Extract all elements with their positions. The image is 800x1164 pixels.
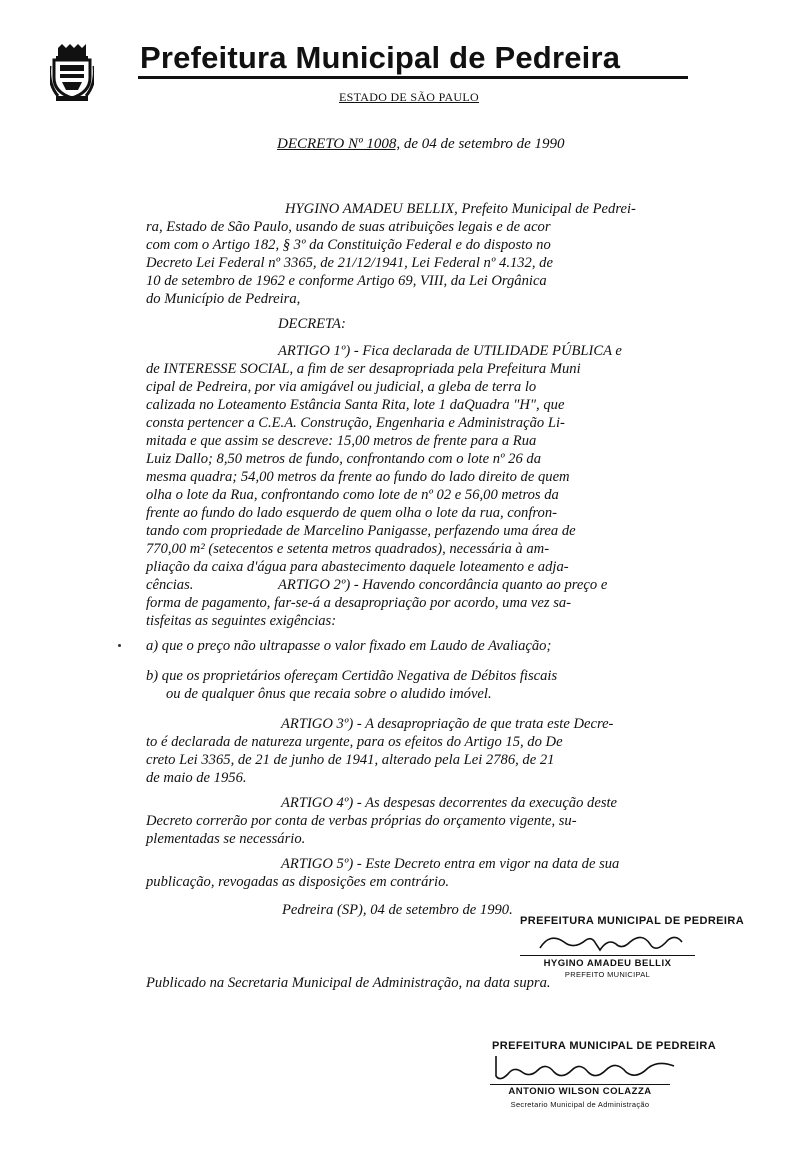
closing-date: Pedreira (SP), 04 de setembro de 1990. (282, 902, 513, 918)
article-1-line: 770,00 m² (setecentos e setenta metros quadrados), necessária à am- (146, 541, 550, 557)
article-1-line: mitada e que assim se descreve: 15,00 metros de frente para a Rua (146, 433, 537, 449)
preamble-line: 10 de setembro de 1962 e conforme Artigo 69, VIII, da Lei Orgânica (146, 273, 547, 289)
article-1-line: frente ao fundo do lado esquerdo de quem olha o lote da rua, confron- (146, 505, 558, 521)
article-2-line: tisfeitas as seguintes exigências: (146, 613, 337, 629)
article-1-line: olha o lote da Rua, confrontando como lote de nº 02 e 56,00 metros da (146, 487, 559, 503)
decree-heading (277, 136, 565, 154)
item-b-line: b) que os proprietários ofereçam Certidão Negativa de Débitos fiscais (146, 668, 558, 684)
preamble-line: ra, Estado de São Paulo, usando de suas atribuições legais e de acor (146, 219, 551, 235)
item-a: a) que o preço não ultrapasse o valor fixado em Laudo de Avaliação; (146, 638, 552, 654)
margin-speck (118, 644, 121, 647)
article-1-line: consta pertencer a C.E.A. Construção, Engenharia e Administração Li- (146, 415, 565, 431)
secretary-name: ANTONIO WILSON COLAZZA (508, 1086, 652, 1097)
article-5-line: ARTIGO 5º) - Este Decreto entra em vigor na data de sua (281, 856, 620, 872)
preamble-line: Decreto Lei Federal nº 3365, de 21/12/1941, Lei Federal nº 4.132, de (146, 255, 553, 271)
article-1-line: calizada no Loteamento Estância Santa Rita, lote 1 daQuadra "H", que (146, 397, 565, 413)
article-1-line: mesma quadra; 54,00 metros da frente ao fundo do lado direito de quem (146, 469, 570, 485)
secretary-stamp: PREFEITURA MUNICIPAL DE PEDREIRA (492, 1040, 717, 1052)
article-3-line: ARTIGO 3º) - A desapropriação de que trata este Decre- (281, 716, 614, 732)
mayor-signature-line (520, 955, 695, 956)
article-4-line: plementadas se necessário. (146, 831, 306, 847)
article-2-line: ARTIGO 2º) - Havendo concordância quanto ao preço e (278, 577, 608, 593)
secretary-signature (488, 1050, 688, 1084)
decreta-heading: DECRETA: (278, 316, 346, 332)
mayor-stamp: PREFEITURA MUNICIPAL DE PEDREIRA (520, 915, 745, 927)
mayor-signature (530, 928, 700, 956)
article-1-line: cipal de Pedreira, por via amigável ou judicial, a gleba de terra lo (146, 379, 537, 395)
article-3-line: to é declarada de natureza urgente, para os efeitos do Artigo 15, do De (146, 734, 563, 750)
article-5-line: publicação, revogadas as disposições em contrário. (146, 874, 450, 890)
decree-date: de 04 de setembro de 1990 (400, 136, 565, 152)
article-3-line: de maio de 1956. (146, 770, 247, 786)
mayor-name: HYGINO AMADEU BELLIX (543, 958, 672, 969)
article-3-line: creto Lei 3365, de 21 de junho de 1941, alterado pela Lei 2786, de 21 (146, 752, 555, 768)
publication-note: Publicado na Secretaria Municipal de Administração, na data supra. (146, 975, 551, 991)
title-divider (138, 76, 688, 79)
article-1-line: ARTIGO 1º) - Fica declarada de UTILIDADE PÚBLICA e (278, 343, 622, 359)
article-1-line: Luiz Dallo; 8,50 metros de fundo, confrontando com o lote nº 26 da (146, 451, 542, 467)
article-1-line: tando com propriedade de Marcelino Panigasse, perfazendo uma área de (146, 523, 576, 539)
mayor-role: PREFEITO MUNICIPAL (564, 970, 651, 979)
article-1-line: de INTERESSE SOCIAL, a fim de ser desapropriada pela Prefeitura Muni (146, 361, 581, 377)
municipal-coat-of-arms-icon (50, 44, 94, 102)
item-b-line: ou de qualquer ônus que recaia sobre o aludido imóvel. (166, 686, 492, 702)
article-1-line: cências. (146, 577, 194, 593)
preamble-line: HYGINO AMADEU BELLIX, Prefeito Municipal de Pedrei- (285, 201, 636, 217)
article-2-line: forma de pagamento, far-se-á a desapropriação por acordo, uma vez sa- (146, 595, 572, 611)
page-subtitle: ESTADO DE SÃO PAULO (339, 90, 479, 104)
article-1-line: pliação da caixa d'água para abastecimento daquele loteamento e adja- (146, 559, 569, 575)
decree-number: DECRETO Nº 1008, (277, 136, 401, 152)
preamble-line: do Município de Pedreira, (146, 291, 301, 307)
preamble-line: com com o Artigo 182, § 3º da Constituição Federal e do disposto no (146, 237, 551, 253)
article-4-line: Decreto correrão por conta de verbas próprias do orçamento vigente, su- (146, 813, 577, 829)
article-4-line: ARTIGO 4º) - As despesas decorrentes da execução deste (281, 795, 618, 811)
page-title: Prefeitura Municipal de Pedreira (140, 40, 621, 75)
secretary-role: Secretario Municipal de Administração (510, 1100, 650, 1109)
secretary-signature-line (490, 1084, 670, 1085)
